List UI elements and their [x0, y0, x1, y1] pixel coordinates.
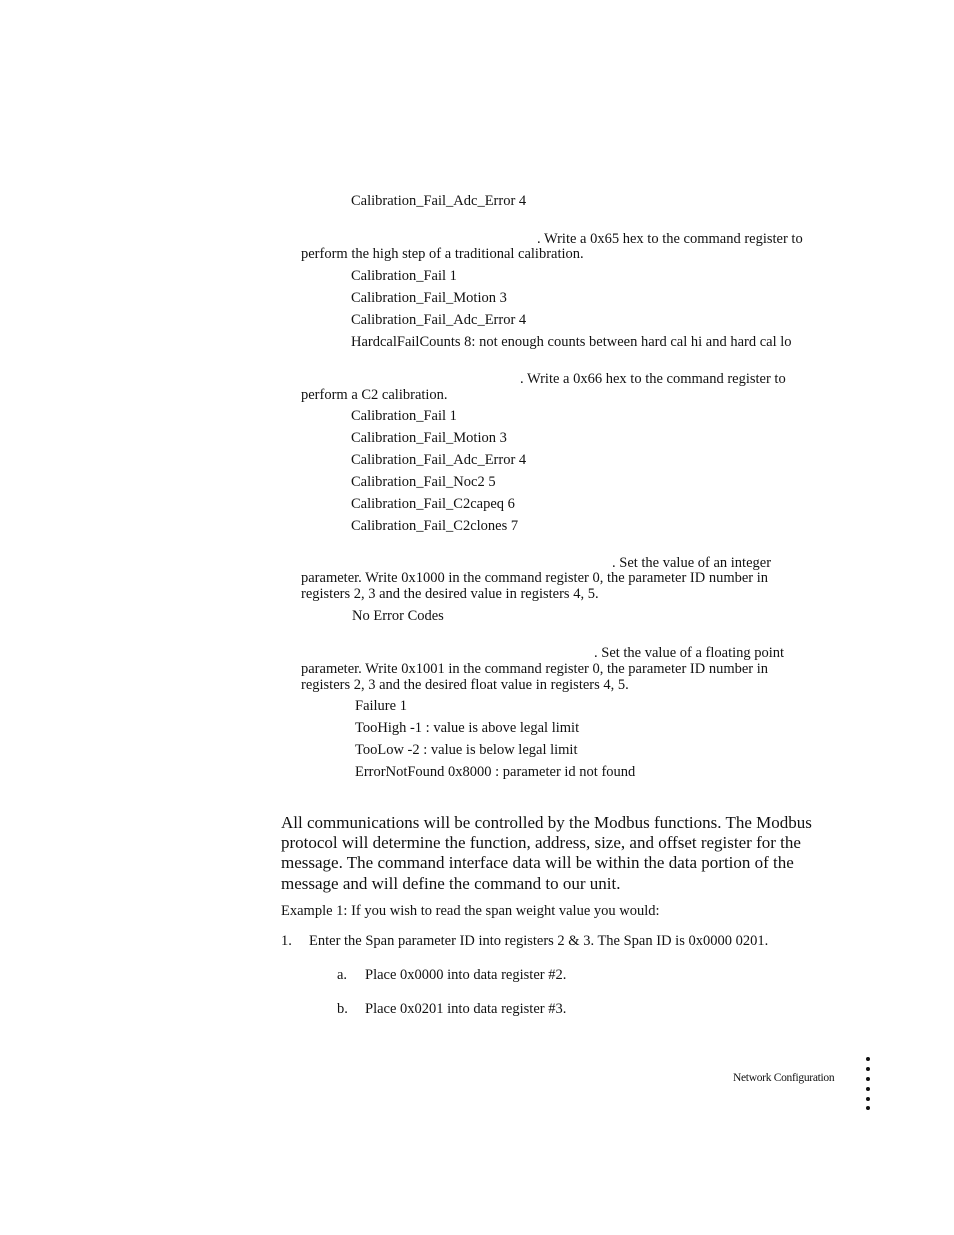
error-code: ErrorNotFound 0x8000 : parameter id not found [355, 764, 636, 780]
error-code: Calibration_Fail 1 [351, 408, 457, 424]
substep-label: b. [337, 1001, 348, 1017]
command-description: . Write a 0x66 hex to the command register to [520, 371, 786, 387]
error-code: Calibration_Fail_Motion 3 [351, 290, 507, 306]
error-code: TooLow -2 : value is below legal limit [355, 742, 578, 758]
dot-icon [866, 1067, 870, 1071]
command-description: . Set the value of an integer [612, 555, 772, 571]
error-code: HardcalFailCounts 8: not enough counts between hard cal hi and hard cal lo [351, 334, 792, 350]
dot-icon [866, 1057, 870, 1061]
error-code: TooHigh -1 : value is above legal limit [355, 720, 580, 736]
dot-icon [866, 1106, 870, 1110]
error-code: Calibration_Fail_Adc_Error 4 [351, 312, 527, 328]
footer-section-title: Network Configuration [733, 1072, 835, 1084]
command-description: parameter. Write 0x1000 in the command register 0, the parameter ID number in [301, 570, 769, 586]
error-code: Calibration_Fail_Adc_Error 4 [351, 452, 527, 468]
command-description: registers 2, 3 and the desired float value in registers 4, 5. [301, 677, 629, 693]
substep-text: Place 0x0201 into data register #3. [365, 1001, 567, 1017]
error-code: Failure 1 [355, 698, 407, 714]
step-number: 1. [281, 933, 292, 949]
command-description: . Set the value of a floating point [594, 645, 785, 661]
paragraph-line: protocol will determine the function, address, size, and offset register for the [281, 833, 801, 852]
paragraph-line: message. The command interface data will be within the data portion of the [281, 853, 794, 872]
substep-label: a. [337, 967, 348, 983]
paragraph-line: All communications will be controlled by the Modbus functions. The Modbus [281, 813, 812, 832]
example-intro: Example 1: If you wish to read the span weight value you would: [281, 903, 660, 919]
dot-icon [866, 1097, 870, 1101]
command-description: perform a C2 calibration. [301, 387, 448, 403]
error-code: Calibration_Fail_Motion 3 [351, 430, 507, 446]
command-description: registers 2, 3 and the desired value in registers 4, 5. [301, 586, 599, 602]
command-description: parameter. Write 0x1001 in the command register 0, the parameter ID number in [301, 661, 769, 677]
error-code: Calibration_Fail 1 [351, 268, 457, 284]
dot-icon [866, 1087, 870, 1091]
error-code: Calibration_Fail_Adc_Error 4 [351, 193, 527, 209]
substep-text: Place 0x0000 into data register #2. [365, 967, 567, 983]
error-code: Calibration_Fail_C2capeq 6 [351, 496, 515, 512]
error-code: Calibration_Fail_Noc2 5 [351, 474, 496, 490]
command-description: perform the high step of a traditional calibration. [301, 246, 584, 262]
error-code: Calibration_Fail_C2clones 7 [351, 518, 519, 534]
error-code: No Error Codes [352, 608, 444, 624]
dot-icon [866, 1077, 870, 1081]
paragraph-line: message and will define the command to our unit. [281, 874, 621, 893]
command-description: . Write a 0x65 hex to the command register to [537, 231, 803, 247]
step-text: Enter the Span parameter ID into registers 2 & 3. The Span ID is 0x0000 0201. [309, 933, 769, 949]
